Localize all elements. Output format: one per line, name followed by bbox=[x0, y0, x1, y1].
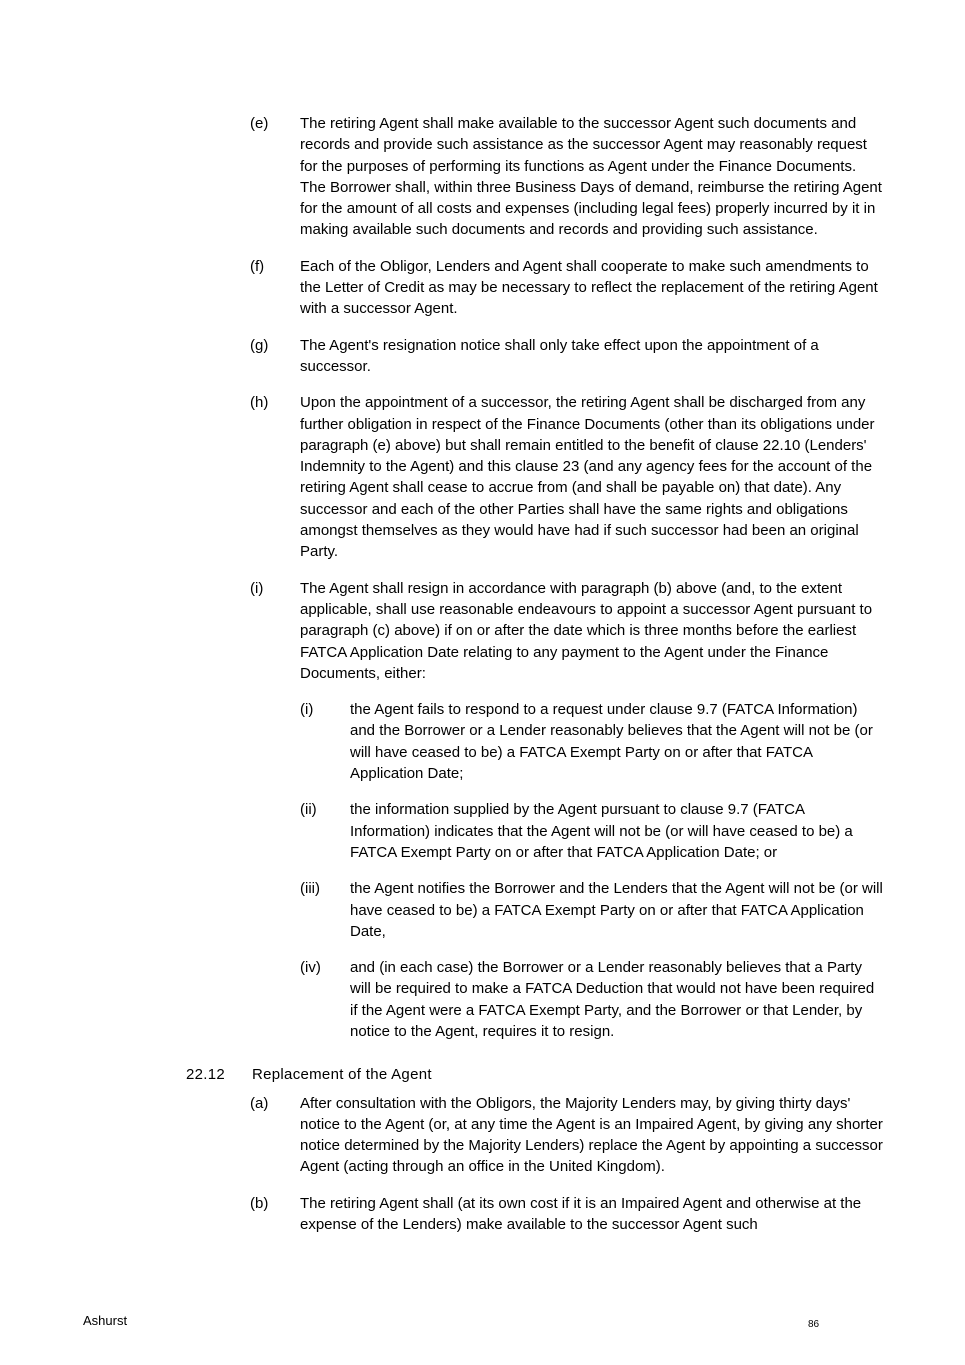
subparagraph-text: the information supplied by the Agent pursuant to clause 9.7 (FATCA Information) indicates that the Agent will not be (or will have ceased to be) a FATCA Exempt Party on or after that FATCA Application Date; or bbox=[350, 801, 853, 861]
paragraph bbox=[0, 256, 965, 320]
paragraph-text: The Agent shall resign in accordance with paragraph (b) above (and, to the extent applicable, shall use reasonable endeavours to appoint a successor Agent pursuant to paragraph (c) above) if on or after the date which is three months before the earliest FATCA Application Date relating to any payment to the Agent under the Finance Documents, either: bbox=[300, 579, 873, 682]
paragraph-text: The Agent's resignation notice shall only take effect upon the appointment of a successor. bbox=[300, 336, 819, 375]
subparagraph bbox=[300, 878, 885, 942]
subparagraph-text: and (in each case) the Borrower or a Lender reasonably believes that a Party will be required to make a FATCA Deduction that would not have been required if the Agent were a FATCA Exempt Party, and the Borrower or that Lender, by notice to the Agent, requires it to resign. bbox=[350, 959, 875, 1040]
paragraph-body bbox=[300, 1093, 885, 1178]
subparagraph bbox=[300, 799, 885, 863]
subparagraph-label: (ii) bbox=[300, 801, 317, 819]
paragraph bbox=[0, 1193, 965, 1236]
paragraph-text: After consultation with the Obligors, the Majority Lenders may, by giving thirty days' notice to the Agent (or, at any time the Agent is an Impaired Agent, by giving any shorter notice determined by the Majority Lenders) replace the Agent by appointing a successor Agent (acting through an office in the United Kingdom). bbox=[300, 1094, 883, 1176]
paragraph-text: Each of the Obligor, Lenders and Agent shall cooperate to make such amendments to the Letter of Credit as may be necessary to reflect the replacement of the retiring Agent with a successor Agent. bbox=[300, 257, 878, 318]
paragraph-label: (g) bbox=[250, 336, 269, 354]
paragraph-body bbox=[300, 256, 885, 320]
subparagraph bbox=[300, 699, 885, 784]
section-number: 22.12 bbox=[186, 1066, 226, 1084]
paragraph-body bbox=[300, 392, 885, 562]
paragraph-label: (e) bbox=[250, 115, 269, 132]
subparagraph bbox=[300, 957, 885, 1042]
paragraph-body bbox=[300, 335, 885, 378]
paragraph-text: The retiring Agent shall (at its own cost if it is an Impaired Agent and otherwise at the expense of the Lenders) make available to the successor Agent such bbox=[300, 1194, 862, 1234]
subparagraph-label: (iv) bbox=[300, 959, 321, 977]
paragraph-label: (i) bbox=[250, 579, 264, 597]
subparagraph-text: the Agent notifies the Borrower and the Lenders that the Agent will not be (or will have ceased to be) a FATCA Exempt Party on or after that FATCA Application Date, bbox=[350, 880, 883, 940]
paragraph-label: (a) bbox=[250, 1094, 269, 1112]
page-number: 86 bbox=[808, 1319, 820, 1330]
paragraph-body bbox=[300, 1193, 885, 1236]
paragraph-text: Upon the appointment of a successor, the retiring Agent shall be discharged from any further obligation in respect of the Finance Documents (other than its obligations under paragraph (e) above) but shall remain entitled to the benefit of clause 22.10 (Lenders' Indemnity to the Agent) and this clause 23 (and any agency fees for the account of the retiring Agent shall cease to accrue from (and shall be payable on) that date). Any successor and each of the other Parties shall have the same rights and obligations amongst themselves as they would have had if such successor had been an original Party. bbox=[300, 394, 875, 561]
paragraph-label: (f) bbox=[250, 257, 265, 275]
paragraph bbox=[0, 1093, 965, 1178]
paragraph bbox=[0, 335, 965, 378]
paragraph-body bbox=[300, 113, 885, 241]
footer-company-name: Ashurst bbox=[83, 1313, 128, 1328]
document-content bbox=[0, 113, 965, 1250]
paragraph-label: (b) bbox=[250, 1194, 269, 1212]
footer bbox=[0, 1306, 965, 1336]
paragraph-label: (h) bbox=[250, 394, 269, 412]
subparagraph-label: (i) bbox=[300, 701, 314, 719]
section-title: Replacement of the Agent bbox=[252, 1066, 432, 1084]
paragraph-text: The retiring Agent shall make available to the successor Agent such documents and records and provide such assistance as the successor Agent may reasonably request for the purposes of performing its functions as Agent under the Finance Documents. The Borrower shall, within three Business Days of demand, reimburse the retiring Agent for the amount of all costs and expenses (including legal fees) properly incurred by it in making available such documents and records and providing such assistance. bbox=[300, 115, 882, 239]
subparagraph-list bbox=[300, 699, 885, 1042]
subparagraph-text: the Agent fails to respond to a request under clause 9.7 (FATCA Information) and the Borrower or a Lender reasonably believes that the Agent will not be (or will have ceased to be) a FATCA Exempt Party on or after that FATCA Application Date; bbox=[350, 701, 873, 783]
section-heading bbox=[186, 1064, 965, 1085]
paragraph-body bbox=[300, 578, 885, 1043]
paragraph bbox=[0, 578, 965, 1043]
paragraph bbox=[0, 113, 965, 241]
paragraph bbox=[0, 392, 965, 562]
subparagraph-label: (iii) bbox=[300, 880, 320, 898]
